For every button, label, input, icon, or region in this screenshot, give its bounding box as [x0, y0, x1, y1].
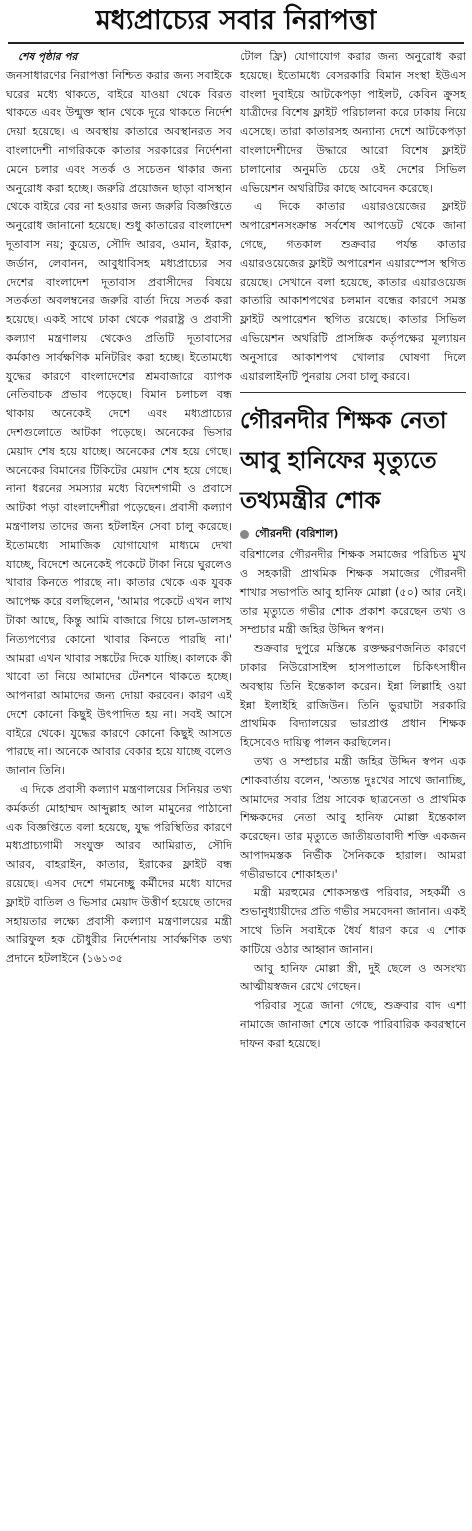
body-paragraph: পরিবার সূত্রে জানা গেছে, শুক্রবার বাদ এশা নামাজে জানাজা শেষে তাকে পারিবারিক কবরস্থানে দাফন করা হয়েছে।: [240, 999, 466, 1050]
body-paragraph: আবু হানিফ মোল্লা স্ত্রী, দুই ছেলে ও অসংখ্য আত্মীয়স্বজন রেখে গেছেন।: [240, 961, 466, 994]
bullet-icon: [240, 530, 249, 539]
body-paragraph: মন্ত্রী মরহুমের শোকসন্তপ্ত পরিবার, সহকর্মী ও শুভানুধ্যায়ীদের প্রতি গভীর সমবেদনা জানান। একই সাথে তিনি সবাইকে ধৈর্য ধারণ করে এ শোক কাটিয়ে ওঠার আহ্বান জানান।: [240, 886, 466, 956]
continued-from-label: শেষ পৃষ্ঠার পর: [18, 51, 78, 63]
body-paragraph: শুক্রবার দুপুরে মস্তিষ্কে রক্তক্ষরণজনিত কারণে ঢাকার নিউরোসাইন্স হাসপাতালে চিকিৎসাধীন অবস্থায় তিনি ইন্তেকাল করেন। ইন্না লিল্লাহি ওয়া ইন্না ইলাইহি রাজিউন। তিনি ভুরঘাটা সরকারি প্রাথমিক বিদ্যালয়ের ভারপ্রাপ্ত প্রধান শিক্ষক হিসেবেও দায়িত্ব পালন করছিলেন।: [240, 642, 466, 750]
article-columns: [6, 48, 466, 1054]
right-column: [240, 48, 466, 1054]
sub-story: [240, 401, 466, 1053]
dateline: [240, 525, 466, 544]
body-paragraph: এ দিকে প্রবাসী কল্যাণ মন্ত্রণালয়ের সিনিয়র তথ্য কর্মকর্তা মোহাম্মদ আব্দুল্লাহ আল মামুনের পাঠানো এক বিজ্ঞপ্তিতে বলা হয়েছে, যুদ্ধ পরিস্থিতির কারণে মধ্যপ্রাচ্যগামী সংযুক্ত আরব আমিরাত, সৌদি আরব, বাহরাইন, কাতার, ইরাকের ফ্লাইট বন্ধ রয়েছে। এসব দেশে গমনেচ্ছু কর্মীদের মধ্যে যাদের ফ্লাইট বাতিল ও ভিসার মেয়াদ উত্তীর্ণ হয়েছে তাদের সহায়তার লক্ষ্যে প্রবাসী কল্যাণ মন্ত্রণালয়ের মন্ত্রী আরিফুল হক চৌধুরীর নির্দেশনায় সার্বক্ষণিক তথ্য প্রদানে হটলাইনে (১৬১৩৫: [6, 783, 232, 966]
body-paragraph: তথ্য ও সম্প্রচার মন্ত্রী জহির উদ্দিন স্বপন এক শোকবার্তায় বলেন, 'অত্যন্ত দুঃখের সাথে জানাচ্ছি, আমাদের সবার প্রিয় সাবেক ছাত্রনেতা ও প্রাথমিক শিক্ষকদের নেতা আবু হানিফ মোল্লা ইন্তেকাল করেছেন। তার মৃত্যুতে জাতীয়তাবাদী শক্তি একজন আপাদমস্তক নির্ভীক সৈনিককে হারাল। আমরা গভীরভাবে শোকাহত।': [240, 754, 466, 881]
body-paragraph: বরিশালের গৌরনদীর শিক্ষক সমাজের পরিচিত মুখ ও সহকারী প্রাথমিক শিক্ষক সমাজের গৌরনদী শাখার সভাপতি আবু হানিফ মোল্লা (৫০) আর নেই। তার মৃত্যুতে গভীর শোক প্রকাশ করেছেন তথ্য ও সম্প্রচার মন্ত্রী জহির উদ্দিন স্বপন।: [240, 548, 466, 637]
headline-line: তথ্যমন্ত্রীর শোক: [240, 488, 381, 515]
body-paragraph: টোল ফ্রি) যোগাযোগ করার জন্য অনুরোধ করা হয়েছে। ইতোমধ্যে বেসরকারি বিমান সংস্থা ইউএস বাংলা দুবাইয়ে আটকেপড়া পাইলট, কেবিন ক্রুসহ যাত্রীদের বিশেষ ফ্লাইট পরিচালনা করে ঢাকায় নিয়ে এসেছে। তারা কাতারসহ অন্যান্য দেশে আটকেপড়া বাংলাদেশীদের উদ্ধারে আরো বিশেষ ফ্লাইট চালানোর অনুমতি চেয়ে ওই দেশের সিভিল এভিয়েশন অথরিটির কাছে আবেদন করেছে।: [240, 50, 466, 195]
body-paragraph: এ দিকে কাতার এয়ারওয়েজের ফ্লাইট অপারেশনসংক্রান্ত সর্বশেষ আপডেট থেকে জানা গেছে, গতকাল শুক্রবার পর্যন্ত কাতার এয়ারওয়েজের ফ্লাইট অপারেশন এয়ারস্পেস স্থগিত রয়েছে। সেখানে বলা হয়েছে, কাতার এয়ারওয়েজ কাতারি আকাশপথের চলমান বন্ধের কারণে সমস্ত ফ্লাইট অপারেশন স্থগিত রয়েছে। কাতার সিভিল এভিয়েশন অথরিটি প্রাসঙ্গিক কর্তৃপক্ষের মূল্যায়ন অনুসারে আকাশপথ খোলার ঘোষণা দিলে এয়ারলাইনটি পুনরায় সেবা চালু করবে।: [240, 200, 466, 383]
left-column: [6, 48, 232, 1054]
main-headline: মধ্যপ্রাচ্যের সবার নিরাপত্তা: [8, 4, 464, 44]
sub-story-headline: [240, 401, 466, 521]
headline-line: গৌরনদীর শিক্ষক নেতা: [240, 408, 447, 435]
dateline-text: গৌরনদী (বরিশাল): [255, 527, 339, 541]
headline-line: আবু হানিফের মৃত্যুতে: [240, 448, 437, 475]
story-divider: [240, 392, 466, 393]
body-paragraph: জনসাধারণের নিরাপত্তা নিশ্চিত করার জন্য সবাইকে ঘরের মধ্যে থাকতে, বাইরে যাওয়া থেকে বিরত থাকতে এবং উন্মুক্ত স্থান থেকে দূরে থাকতে নির্দেশ দেয়া হয়েছে। এ অবস্থায় কাতারে অবস্থানরত সব বাংলাদেশী নাগরিককে কাতার সরকারের নির্দেশনা মেনে চলার এবং সতর্ক ও সচেতন থাকার জন্য অনুরোধ করা হচ্ছে। জরুরি প্রয়োজন ছাড়া বাসস্থান থেকে বাইরে বের না হওয়ার জন্য জরুরি বিজ্ঞপ্তিতে অনুরোধ জানানো হয়েছে। শুধু কাতারের বাংলাদেশ দূতাবাস নয়; কুয়েত, সৌদি আরব, ওমান, ইরাক, জর্ডান, লেবানন, আবুধাবিসহ মধ্যপ্রাচ্যের সব দেশের বাংলাদেশ দূতাবাস প্রবাসীদের বিষয়ে সতর্কতা অবলম্বনের জরুরি বার্তা দিয়ে সতর্ক করা হয়েছে। একই সাথে ঢাকা থেকে পররাষ্ট্র ও প্রবাসী কল্যাণ মন্ত্রণালয় থেকেও প্রতিটি দূতাবাসের কর্মকাণ্ড সার্বক্ষণিক মনিটরিং করা হচ্ছে। ইতোমধ্যে যুদ্ধের কারণে বাংলাদেশের শ্রমবাজারে ব্যাপক নেতিবাচক প্রভাব পড়েছে। বিমান চলাচল বন্ধ থাকায় অনেকেই দেশে এবং মধ্যপ্রাচ্যের দেশগুলোতে আটকা পড়েছে। অনেকের ভিসার মেয়াদ শেষ হয়ে যাচ্ছে। অনেকের শেষ হয়ে গেছে। অনেকের বিমানের টিকিটের মেয়াদ শেষ হয়ে গেছে। নানা ধরনের সমস্যার মধ্যে বিদেশগামী ও প্রবাসে আটকা পড়া বাংলাদেশীরা পড়েছেন। প্রবাসী কল্যাণ মন্ত্রণালয় তাদের জন্য হটলাইন সেবা চালু করেছে। ইতোমধ্যে সামাজিক যোগাযোগ মাধ্যমে দেখা যাচ্ছে, বিদেশে অনেকেই পকেটে টাকা নিয়ে ঘুরলেও খাবার কিনতে পারছে না। কাতার থেকে এক যুবক আপেক্ষ করে বলছিলেন, 'আমার পকেটে এখন লাখ টাকা আছে, কিন্তু আমি বাজারে গিয়ে চাল-ডালসহ নিত্যপণ্যের কোনো খাবার কিনতে পারছি না।' আমরা এখন খাবার সঙ্কটের দিকে যাচ্ছি। কালকে কী খাবো তা নিয়ে আমাদের টেনশনে থাকতে হচ্ছে। আপনারা আমাদের জন্য দোয়া করবেন। কারণ এই দেশে কোনো কিছুই উৎপাদিত হয় না। সবই আসে বাইরে থেকে। যুদ্ধের কারণে কোনো কিছুই আসতে পারছে না। অনেকে আবার বেকার হয়ে যাচ্ছে বলেও জানান তিনি।: [6, 68, 232, 778]
